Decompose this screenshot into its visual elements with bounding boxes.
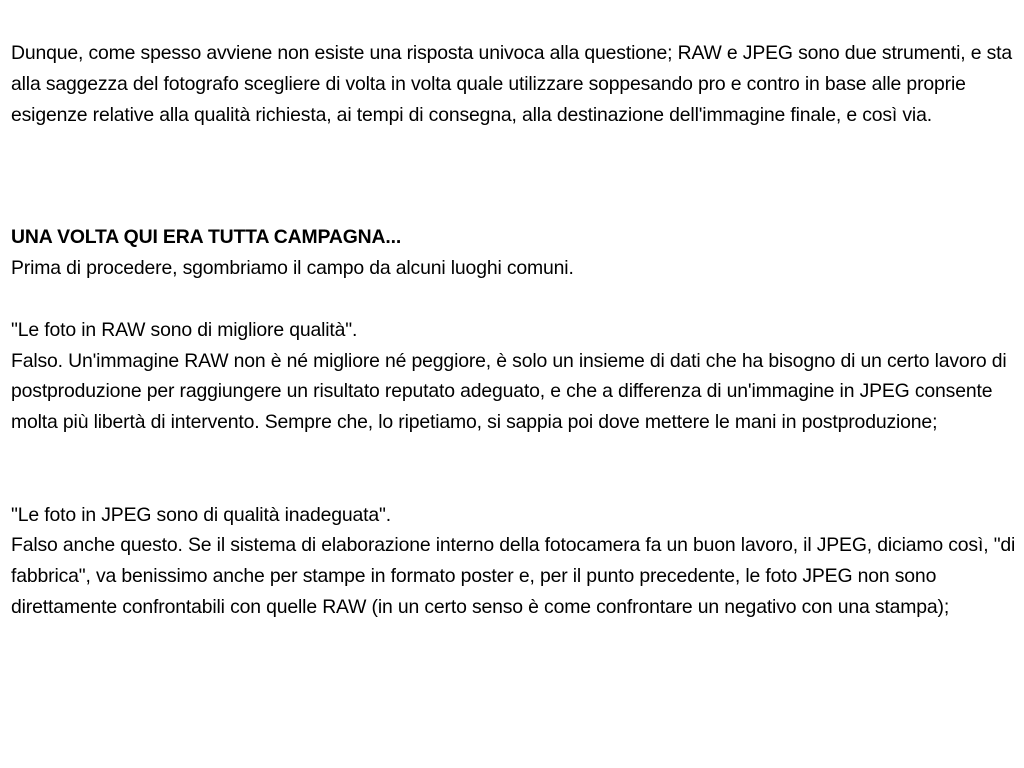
spacer [11,130,1017,222]
section-title: UNA VOLTA QUI ERA TUTTA CAMPAGNA... [11,226,402,249]
document-page [11,38,1017,623]
myth-claim: "Le foto in RAW sono di migliore qualità". [11,318,358,341]
myth-answer: Falso anche questo. Se il sistema di elaborazione interno della fotocamera fa un buon lavoro, il JPEG, diciamo così, "di fabbrica", va benissimo anche per stampe in formato poster e, per il punto precedente, le foto JPEG non sono direttamente confrontabili con quelle RAW (in un certo senso è come confrontare un negativo con una stampa); [11,534,1016,618]
spacer [11,438,1017,500]
section-subtitle: Prima di procedere, sgombriamo il campo da alcuni luoghi comuni. [11,257,574,280]
myth-claim: "Le foto in JPEG sono di qualità inadeguata". [11,503,392,526]
myth-answer: Falso. Un'immagine RAW non è né migliore né peggiore, è solo un insieme di dati che ha bisogno di un certo lavoro di postproduzione per raggiungere un risultato reputato adeguato, e che a differenza di un'immagine in JPEG consente molta più libertà di intervento. Sempre che, lo ripetiamo, si sappia poi dove mettere le mani in postproduzione; [11,349,1007,434]
intro-paragraph: Dunque, come spesso avviene non esiste una risposta univoca alla questione; RAW e JPEG sono due strumenti, e sta alla saggezza del fotografo scegliere di volta in volta quale utilizzare soppesando pro e contro in base alle proprie esigenze relative alla qualità richiesta, ai tempi di consegna, alla destinazione dell'immagine finale, e così via. [11,42,1013,126]
spacer [11,284,1017,315]
